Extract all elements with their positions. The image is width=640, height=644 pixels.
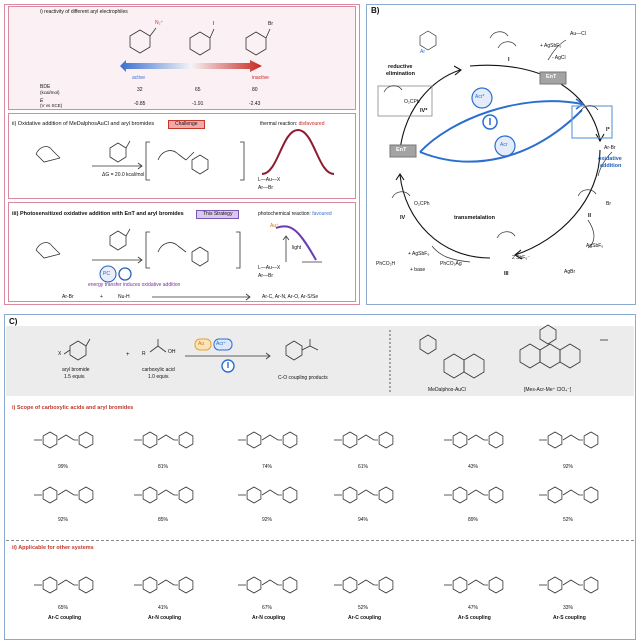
scope-structure [539,487,598,503]
yield-label: 99% [58,464,69,470]
yield-label: 92% [262,517,273,523]
yield-label: 67% [262,605,273,611]
section-ii-title: ii) Oxidative addition of MeDalphosAuCl and aryl bromides [12,121,155,127]
scope-structure [539,577,598,593]
photo-lauX: L—Au—X [258,265,281,271]
strategy-badge: This Strategy [196,210,239,219]
scope-structure [34,577,93,593]
bde-value-1: 32 [137,87,143,93]
light-label: light [292,245,302,251]
catalyst1-text: MeDalphos-AuCl [428,387,466,393]
sub-n2: N₂⁺ [155,20,164,26]
coupling-type-label: Ar-S coupling [458,615,491,621]
roman-ii: II [588,213,592,219]
bde-value-2: 65 [195,87,201,93]
scope-structure [238,487,297,503]
yield-label: 92% [563,464,574,470]
e-label: E [40,98,44,104]
sbf6-label: 2 SbF₆⁻ [512,255,530,261]
panel-b-label: B) [371,6,380,15]
c-r-label: R [142,351,146,357]
scope-structure [334,577,393,593]
c-plus: + [126,352,130,358]
phco2h-label: PhCO₂H [376,261,396,267]
yield-label: 89% [468,517,479,523]
scale-active: active [132,75,146,81]
scope-structure [444,432,503,448]
acr-label: Acr [500,142,508,148]
addition-label: addition [600,163,622,169]
roman-istar: I* [606,127,610,133]
products-label: C-O coupling products [278,375,328,381]
dg-text: ΔG = 20.0 kcal/mol [102,172,145,178]
roman-iv: IV [400,215,406,221]
eq-plus: + [100,294,103,300]
scope-structure [444,487,503,503]
yield-label: 47% [468,605,479,611]
base-label: + base [410,267,426,273]
photo-label: photochemical reaction: [258,211,311,217]
scope-structure [334,432,393,448]
phco2ag-label: PhCO₂Ag [440,261,462,267]
acr-plus-label: Acr⁺ [216,341,227,347]
agsbf6-left: + AgSbF₆ [408,251,430,257]
thermal-result: disfavoured [298,121,325,127]
scope-structure [444,577,503,593]
br-label: Br [606,201,611,207]
aryl-bromide-label: aryl bromide [62,367,90,373]
agsbf6-right: AgSbF₆ [586,243,604,249]
c-x-label: X [58,351,62,357]
transmetalation-label: transmetalation [454,215,495,221]
scope-structure [334,487,393,503]
ent-right-label: EnT [546,74,557,80]
arbr-label: Ar-Br [604,145,616,151]
scope-structure [134,432,193,448]
pc-label: PC [103,271,110,277]
catalyst2-label: [Mes-Acr-Me⁺ ClO₄⁻] [524,387,572,393]
scope-structure [34,487,93,503]
yield-label: 61% [358,464,369,470]
bde-value-3: 80 [252,87,258,93]
scope-structure [238,577,297,593]
au-label: Au [198,341,205,347]
elimination-label: elimination [386,71,416,77]
yield-label: 43% [468,464,479,470]
photo-result: favoured [312,211,332,217]
e-unit: (V vs SCE) [40,103,63,108]
e-value-2: -1.91 [192,101,204,107]
scope-structure [134,487,193,503]
yield-label: 81% [158,464,169,470]
yield-label: 33% [563,605,574,611]
panel-c-label: C) [9,317,18,326]
scope-structure [539,432,598,448]
bde-label: BDE [40,84,51,90]
eq-arbr: Ar-Br [62,294,74,300]
coupling-type-label: Ar-C coupling [48,615,82,621]
aryl-equiv: 1.5 equiv. [64,374,86,380]
scope-title: i) Scope of carboxylic acids and aryl bromides [12,405,134,411]
carboxylic-label: carboxylic acid [142,367,175,373]
coupling-type-label: Ar-C coupling [348,615,382,621]
coupling-type-label: Ar-S coupling [553,615,586,621]
eq-nu: Nu-H [118,294,130,300]
challenge-badge: Challenge [168,120,205,129]
agsbf6-top: + AgSbF₆ [540,43,562,49]
thermal-arbr: Ar—Br [258,185,273,191]
agcl-label: - AgCl [552,55,566,61]
scope-structure [238,432,297,448]
sub-i: I [213,21,215,27]
roman-ivstar: IV* [420,108,428,114]
yield-label: 52% [563,517,574,523]
oxidative-label: oxidative [598,156,622,162]
bde-unit: (kcal/mol) [40,90,60,95]
au-cl-label: Au—Cl [570,31,586,37]
scope-structure [134,577,193,593]
roman-iii: III [504,271,509,277]
thermal-lauX: L—Au—X [258,177,281,183]
reductive-label: reductive [388,64,413,70]
coupling-type-label: Ar-N coupling [148,615,182,621]
yield-label: 94% [358,517,369,523]
yield-label: 92% [58,517,69,523]
yield-label: 52% [358,605,369,611]
carboxylic-equiv: 1.0 equiv. [148,374,170,380]
au-i-label: Au⁺ [270,223,279,229]
eq-products: Ar-C, Ar-N, Ar-O, Ar-S/Se [262,294,319,300]
scale-inactive: inactive [252,75,269,81]
thermal-label: thermal reaction: [260,121,298,127]
e-value-1: -0.85 [134,101,146,107]
product-ar: Ar [420,49,425,55]
ent-left-label: EnT [396,147,407,153]
sub-br: Br [268,21,273,27]
yield-label: 41% [158,605,169,611]
section-iii-title: iii) Photosensitized oxidative addition with EnT and aryl bromides [12,211,184,217]
o2cph-bottom: O₂CPh [414,201,430,207]
section-i-title: i) reactivity of different aryl electrophiles [40,9,128,15]
o2cph-top: O₂CPh [404,99,420,105]
agbr-label: AgBr [564,269,576,275]
yield-label: 65% [58,605,69,611]
energy-transfer-note: energy transfer induces oxidative addition [88,282,181,288]
acr-star-label: Acr* [475,94,485,100]
yield-label: 85% [158,517,169,523]
coupling-type-label: Ar-N coupling [252,615,286,621]
roman-i: I [508,57,510,63]
e-value-3: -2.43 [249,101,261,107]
yield-label: 74% [262,464,273,470]
scope-structure [34,432,93,448]
photo-arbr: Ar—Br [258,273,273,279]
other-title: ii) Applicable for other systems [12,545,94,551]
c-oh-label: OH [168,349,176,355]
